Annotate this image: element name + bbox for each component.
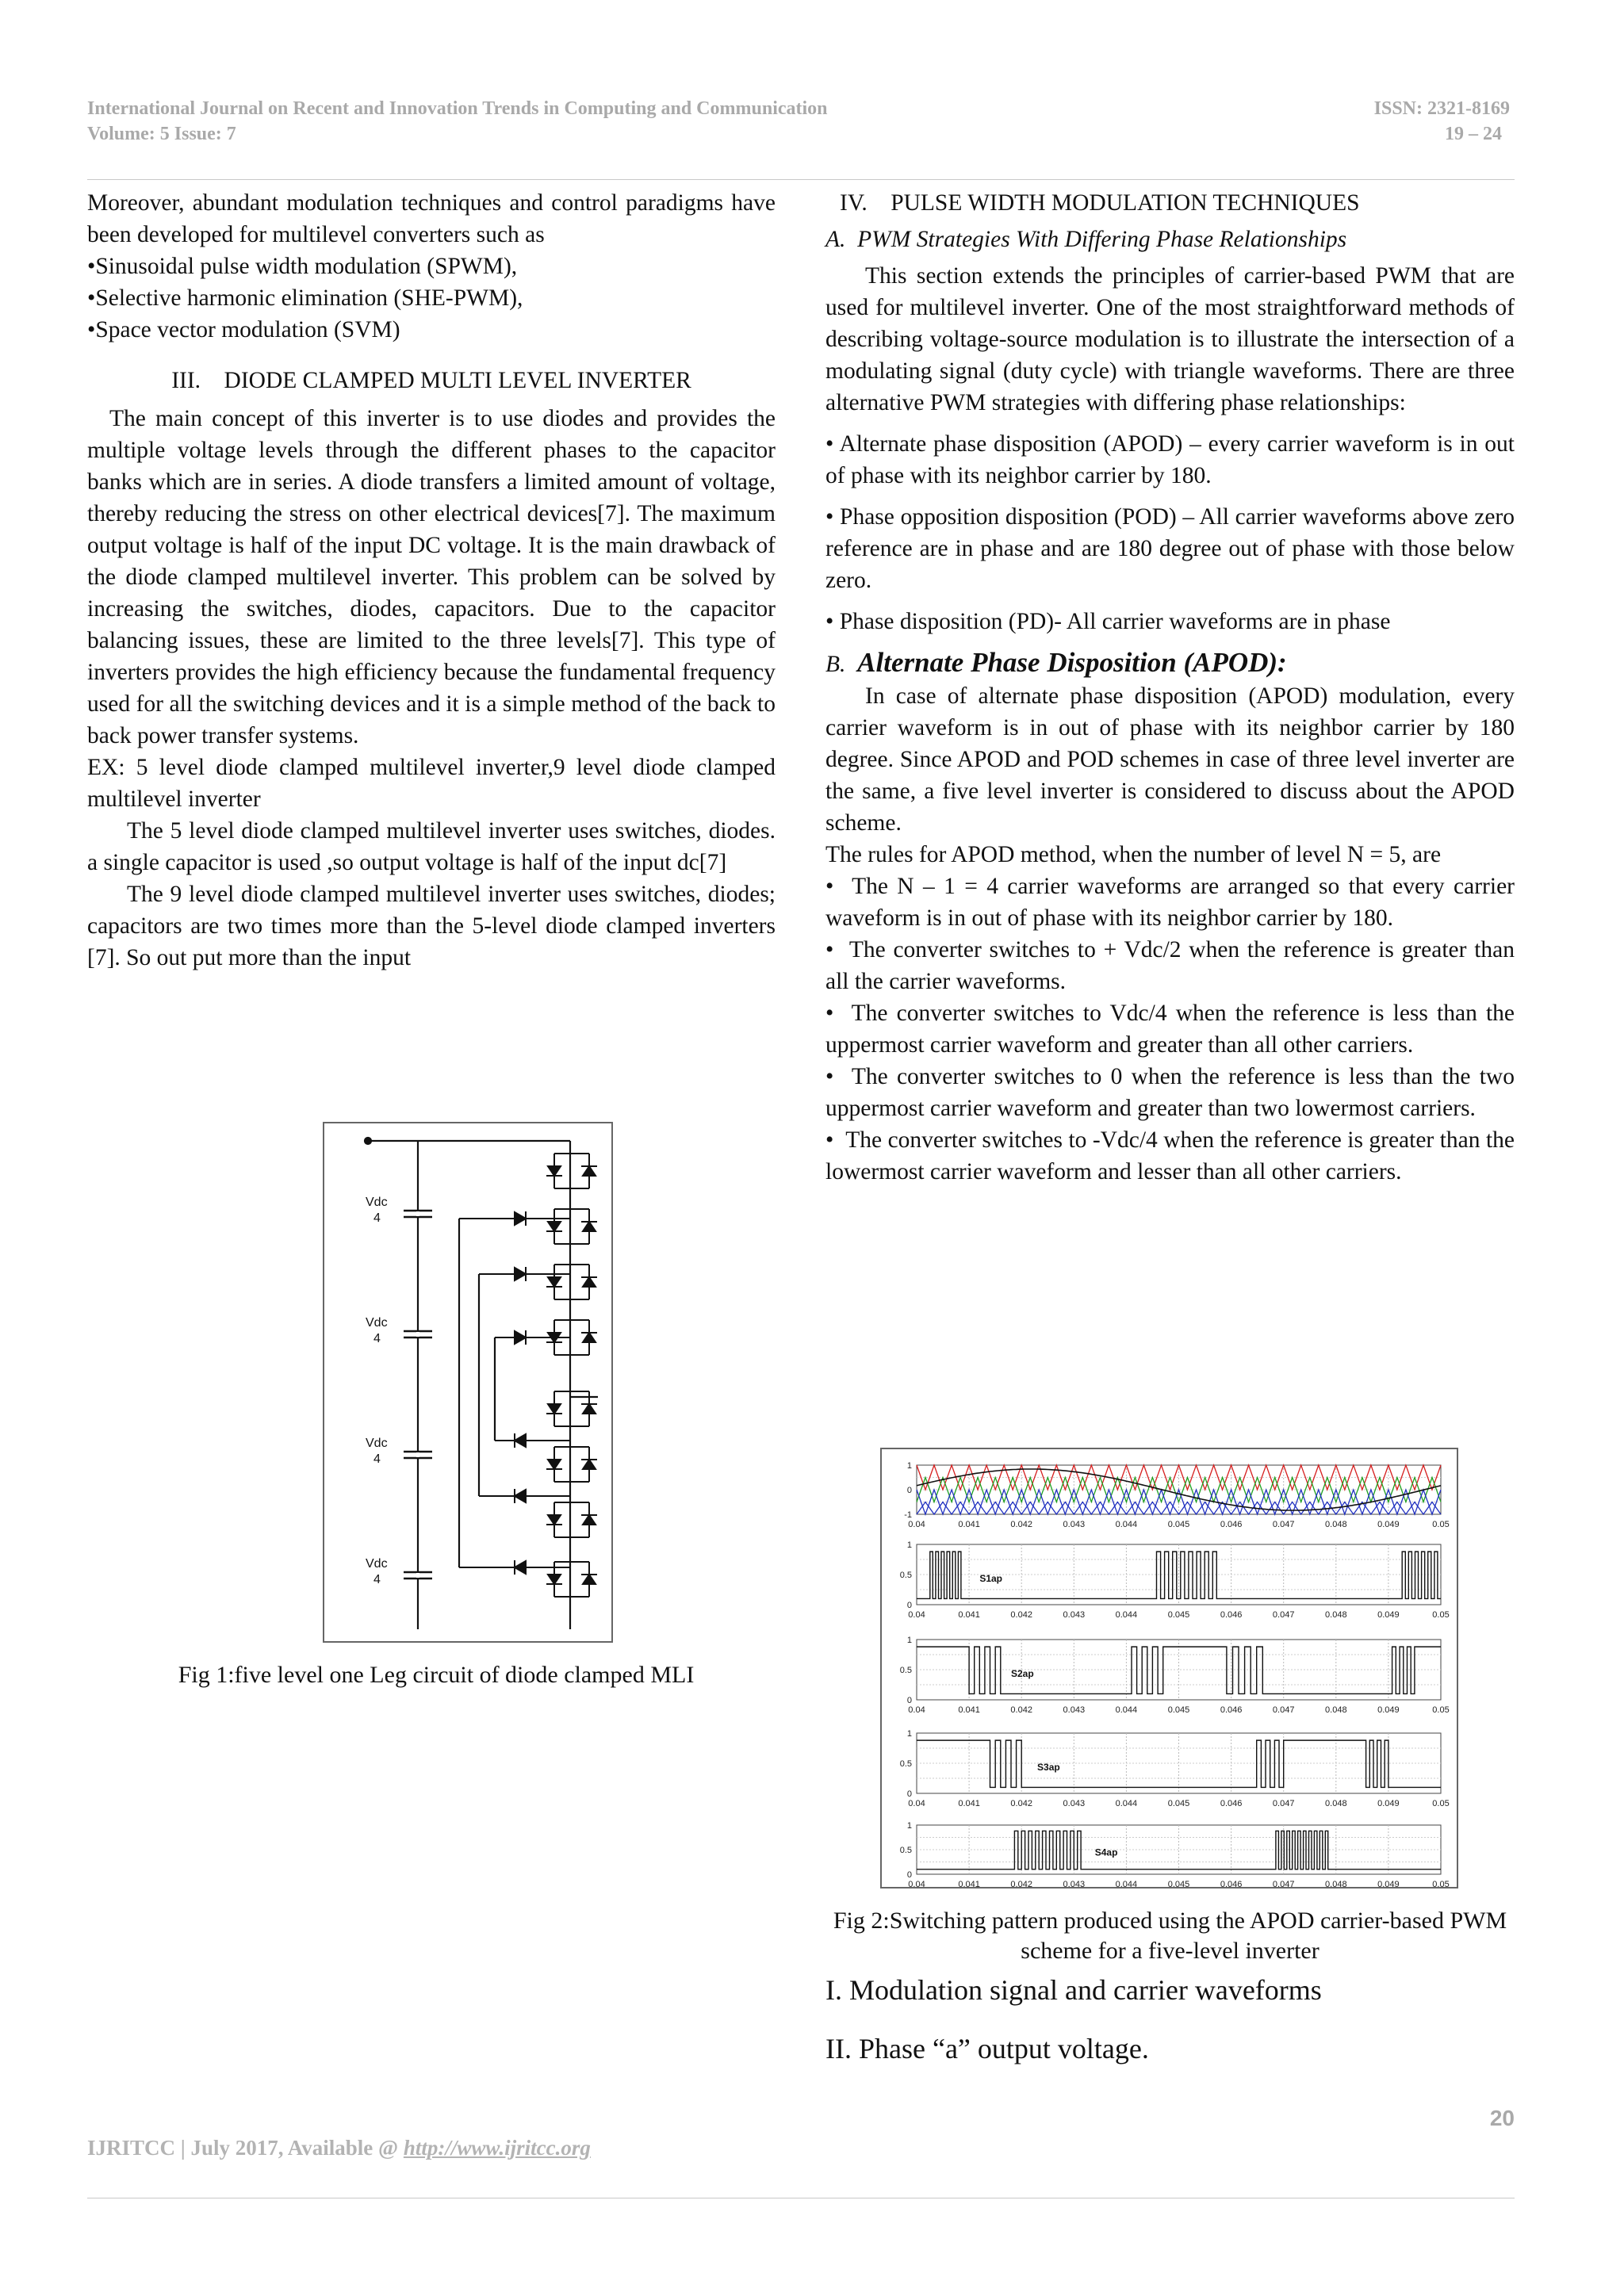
xtick-label: 0.047 — [1272, 1880, 1295, 1887]
xtick-label: 0.043 — [1063, 1520, 1086, 1529]
xtick-label: 0.047 — [1272, 1610, 1295, 1620]
ytick-label: 0 — [906, 1486, 912, 1495]
xtick-label: 0.047 — [1272, 1799, 1295, 1808]
xtick-label: 0.046 — [1220, 1610, 1243, 1620]
journal-title: International Journal on Recent and Innovation Trends in Computing and Communication — [87, 98, 828, 119]
ytick-label: 0 — [906, 1789, 912, 1799]
panel-3 — [900, 1636, 1450, 1715]
xtick-label: 0.049 — [1377, 1880, 1400, 1887]
xtick-label: 0.04 — [908, 1520, 925, 1529]
subsection-a-heading — [825, 224, 1515, 255]
cap-label-vdc-4: Vdc — [366, 1557, 388, 1571]
xtick-label: 0.041 — [958, 1880, 980, 1887]
xtick-label: 0.05 — [1432, 1880, 1450, 1887]
section-4-title: IV. PULSE WIDTH MODULATION TECHNIQUES — [840, 190, 1360, 216]
section-3-paragraph-1: The main concept of this inverter is to use diodes and provides the multiple voltage levels through the different phases to the capacitor banks which are in series. A diode transfers a limited amount of voltage, thereby reducing the stress on other electrical devices[7]. The maximum output voltage is half of the input DC voltage. It is the main drawback of the diode clamped multilevel inverter. This problem can be solved by increasing the switches, diodes, capacitors. Due to the capacitor balancing issues, these are limited to the three levels[7]. This type of inverters provides the high efficiency because the fundamental frequency used for all the switching devices and it is a simple method of the back to back power transfer systems. — [87, 406, 776, 748]
ytick-label: 0.5 — [899, 1666, 912, 1675]
ytick-label: 1 — [906, 1540, 912, 1550]
figure-2-caption: Fig 2:Switching pattern produced using the APOD carrier-based PWM scheme for a five-level inverter — [833, 1908, 1507, 1964]
xtick-label: 0.045 — [1167, 1705, 1190, 1715]
xtick-label: 0.048 — [1325, 1799, 1347, 1808]
cap-label-vdc-2: Vdc — [366, 1316, 388, 1330]
ytick-label: 0.5 — [899, 1846, 912, 1855]
strategy-apod: • Alternate phase disposition (APOD) – every carrier waveform is in out of phase with its neighbor carrier by 180. — [825, 431, 1515, 488]
subsection-a-letter: A. — [825, 227, 846, 252]
journal-link[interactable]: http://www.ijritcc.org — [403, 2136, 591, 2160]
subsection-b-title: Alternate Phase Disposition (APOD): — [857, 647, 1287, 678]
switch-2 — [546, 1209, 597, 1244]
strategy-pod: • Phase opposition disposition (POD) – All carrier waveforms above zero reference are in phase and are 180 degree out of phase with those below zero. — [825, 504, 1515, 593]
ytick-label: 0.5 — [899, 1759, 912, 1769]
xtick-label: 0.049 — [1377, 1610, 1400, 1620]
apod-rule-2: • The converter switches to + Vdc/2 when the reference is greater than all the carrier waveforms. — [825, 937, 1515, 994]
xtick-label: 0.041 — [958, 1705, 980, 1715]
panel-label-3: S3ap — [1037, 1762, 1060, 1774]
clamp-diode-5 — [479, 1489, 570, 1503]
xtick-label: 0.046 — [1220, 1880, 1243, 1887]
page-range: 19 – 24 — [1445, 124, 1502, 144]
xtick-label: 0.044 — [1115, 1880, 1138, 1887]
apod-rule-4: • The converter switches to 0 when the reference is less than the two uppermost carrier waveform and greater than two lowermost carriers. — [825, 1064, 1515, 1121]
subsection-b-paragraph-2: The rules for APOD method, when the number of level N = 5, are — [825, 842, 1442, 867]
diode-clamped-circuit-diagram — [324, 1123, 611, 1641]
xtick-label: 0.05 — [1432, 1799, 1450, 1808]
xtick-label: 0.049 — [1377, 1705, 1400, 1715]
panel-1 — [904, 1461, 1449, 1529]
xtick-label: 0.041 — [958, 1520, 980, 1529]
xtick-label: 0.044 — [1115, 1610, 1138, 1620]
panel-2 — [900, 1540, 1450, 1620]
xtick-label: 0.043 — [1063, 1880, 1086, 1887]
technique-bullet-2: •Selective harmonic elimination (SHE-PWM), — [87, 285, 523, 311]
subsection-b-paragraph-1: In case of alternate phase disposition (APOD) modulation, every carrier waveform is in out of phase with its neighbor carrier by 180 degree. Since APOD and POD schemes in case of three level inverter are the same, a five level inverter is considered to discuss about the APOD scheme. — [825, 683, 1515, 836]
xtick-label: 0.049 — [1377, 1520, 1400, 1529]
xtick-label: 0.042 — [1010, 1799, 1032, 1808]
left-column — [87, 187, 776, 974]
page-number: 20 — [1489, 2106, 1515, 2130]
subsection-a-paragraph: This section extends the principles of carrier-based PWM that are used for multilevel inverter. One of the most straightforward methods of describing voltage-source modulation is to illustrate the intersection of a modulating signal (duty cycle) with triangle waveforms. There are three alternative PWM strategies with differing phase relationships: — [825, 263, 1515, 415]
xtick-label: 0.042 — [1010, 1880, 1032, 1887]
apod-rule-3: • The converter switches to Vdc/4 when the reference is less than the uppermost carrier waveform and greater than all other carriers. — [825, 1001, 1515, 1058]
clamp-diode-4 — [495, 1433, 570, 1448]
xtick-label: 0.043 — [1063, 1799, 1086, 1808]
xtick-label: 0.042 — [1010, 1610, 1032, 1620]
cap-label-4-1: 4 — [373, 1211, 381, 1225]
figure-2-item-2: II. Phase “a” output voltage. — [825, 2033, 1149, 2064]
xtick-label: 0.04 — [908, 1610, 925, 1620]
xtick-label: 0.048 — [1325, 1705, 1347, 1715]
ytick-label: 1 — [906, 1636, 912, 1645]
xtick-label: 0.042 — [1010, 1520, 1032, 1529]
xtick-label: 0.041 — [958, 1610, 980, 1620]
technique-bullet-3: •Space vector modulation (SVM) — [87, 317, 400, 342]
right-column — [825, 187, 1515, 1188]
ytick-label: 1 — [906, 1729, 912, 1739]
subsection-a-title: PWM Strategies With Differing Phase Relationships — [857, 227, 1347, 252]
cap-label-4-4: 4 — [373, 1573, 381, 1586]
xtick-label: 0.04 — [908, 1799, 925, 1808]
figure-2-switching-pattern — [880, 1448, 1458, 1888]
xtick-label: 0.04 — [908, 1880, 925, 1887]
ytick-label: 0.5 — [899, 1571, 912, 1580]
subsection-b-heading — [825, 647, 1515, 680]
ytick-label: 0 — [906, 1601, 912, 1610]
cap-label-vdc-1: Vdc — [366, 1196, 388, 1209]
section-3-paragraph-2: The 5 level diode clamped multilevel inverter uses switches, diodes. a single capacitor is used ,so output voltage is half of the input dc[7] — [87, 818, 776, 875]
xtick-label: 0.046 — [1220, 1799, 1243, 1808]
xtick-label: 0.05 — [1432, 1520, 1450, 1529]
figure-2-item-1: I. Modulation signal and carrier waveforms — [825, 1974, 1322, 2006]
panel-4 — [900, 1729, 1450, 1808]
panel-label-2: S2ap — [1010, 1668, 1034, 1680]
xtick-label: 0.046 — [1220, 1705, 1243, 1715]
xtick-label: 0.046 — [1220, 1520, 1243, 1529]
ytick-label: 1 — [906, 1821, 912, 1831]
xtick-label: 0.049 — [1377, 1799, 1400, 1808]
switch-7 — [546, 1502, 597, 1537]
figure-1-caption: Fig 1:five level one Leg circuit of diode clamped MLI — [178, 1662, 695, 1688]
xtick-label: 0.042 — [1010, 1705, 1032, 1715]
apod-rule-5: • The converter switches to -Vdc/4 when the reference is greater than the lowermost carrier waveform and lesser than all other carriers. — [825, 1127, 1515, 1184]
xtick-label: 0.041 — [958, 1799, 980, 1808]
xtick-label: 0.045 — [1167, 1610, 1190, 1620]
switch-1 — [546, 1154, 597, 1188]
xtick-label: 0.05 — [1432, 1610, 1450, 1620]
xtick-label: 0.043 — [1063, 1705, 1086, 1715]
xtick-label: 0.044 — [1115, 1705, 1138, 1715]
strategy-pd: • Phase disposition (PD)- All carrier waveforms are in phase — [825, 609, 1391, 634]
switch-3 — [546, 1265, 597, 1299]
technique-bullet-1: •Sinusoidal pulse width modulation (SPWM), — [87, 254, 518, 279]
header-rule — [87, 179, 1515, 180]
panel-label-1: S1ap — [979, 1573, 1003, 1585]
cap-label-vdc-3: Vdc — [366, 1437, 388, 1450]
footer-citation: IJRITCC | July 2017, Available @ http://www.ijritcc.org — [87, 2136, 591, 2160]
ytick-label: 0 — [906, 1870, 912, 1880]
xtick-label: 0.043 — [1063, 1610, 1086, 1620]
apod-switching-plot — [882, 1449, 1457, 1887]
ytick-label: 0 — [906, 1696, 912, 1705]
section-3-title: III. DIODE CLAMPED MULTI LEVEL INVERTER — [171, 368, 691, 393]
apod-rule-1: • The N – 1 = 4 carrier waveforms are arranged so that every carrier waveform is in out of phase with its neighbor carrier by 180. — [825, 874, 1515, 931]
figure-1-circuit — [323, 1122, 613, 1643]
xtick-label: 0.047 — [1272, 1520, 1295, 1529]
section-3-example: EX: 5 level diode clamped multilevel inverter,9 level diode clamped multilevel inverter — [87, 755, 776, 812]
xtick-label: 0.047 — [1272, 1705, 1295, 1715]
panel-label-4: S4ap — [1094, 1846, 1118, 1858]
ytick-label: -1 — [904, 1510, 912, 1520]
xtick-label: 0.048 — [1325, 1880, 1347, 1887]
xtick-label: 0.04 — [908, 1705, 925, 1715]
cap-label-4-2: 4 — [373, 1332, 381, 1345]
xtick-label: 0.044 — [1115, 1520, 1138, 1529]
xtick-label: 0.048 — [1325, 1610, 1347, 1620]
intro-paragraph: Moreover, abundant modulation techniques and control paradigms have been developed for multilevel converters such as — [87, 190, 776, 247]
subsection-b-letter: B. — [825, 652, 846, 677]
volume-issue: Volume: 5 Issue: 7 — [87, 124, 236, 144]
xtick-label: 0.05 — [1432, 1705, 1450, 1715]
xtick-label: 0.045 — [1167, 1880, 1190, 1887]
xtick-label: 0.048 — [1325, 1520, 1347, 1529]
switch-6 — [546, 1447, 597, 1482]
panel-5 — [900, 1821, 1450, 1887]
xtick-label: 0.044 — [1115, 1799, 1138, 1808]
cap-label-4-3: 4 — [373, 1452, 381, 1466]
xtick-label: 0.045 — [1167, 1520, 1190, 1529]
xtick-label: 0.045 — [1167, 1799, 1190, 1808]
ytick-label: 1 — [906, 1461, 912, 1471]
section-3-paragraph-3: The 9 level diode clamped multilevel inverter uses switches, diodes; capacitors are two times more than the 5-level diode clamped inverters [7]. So out put more than the input — [87, 882, 776, 970]
issn: ISSN: 2321-8169 — [1373, 98, 1510, 119]
